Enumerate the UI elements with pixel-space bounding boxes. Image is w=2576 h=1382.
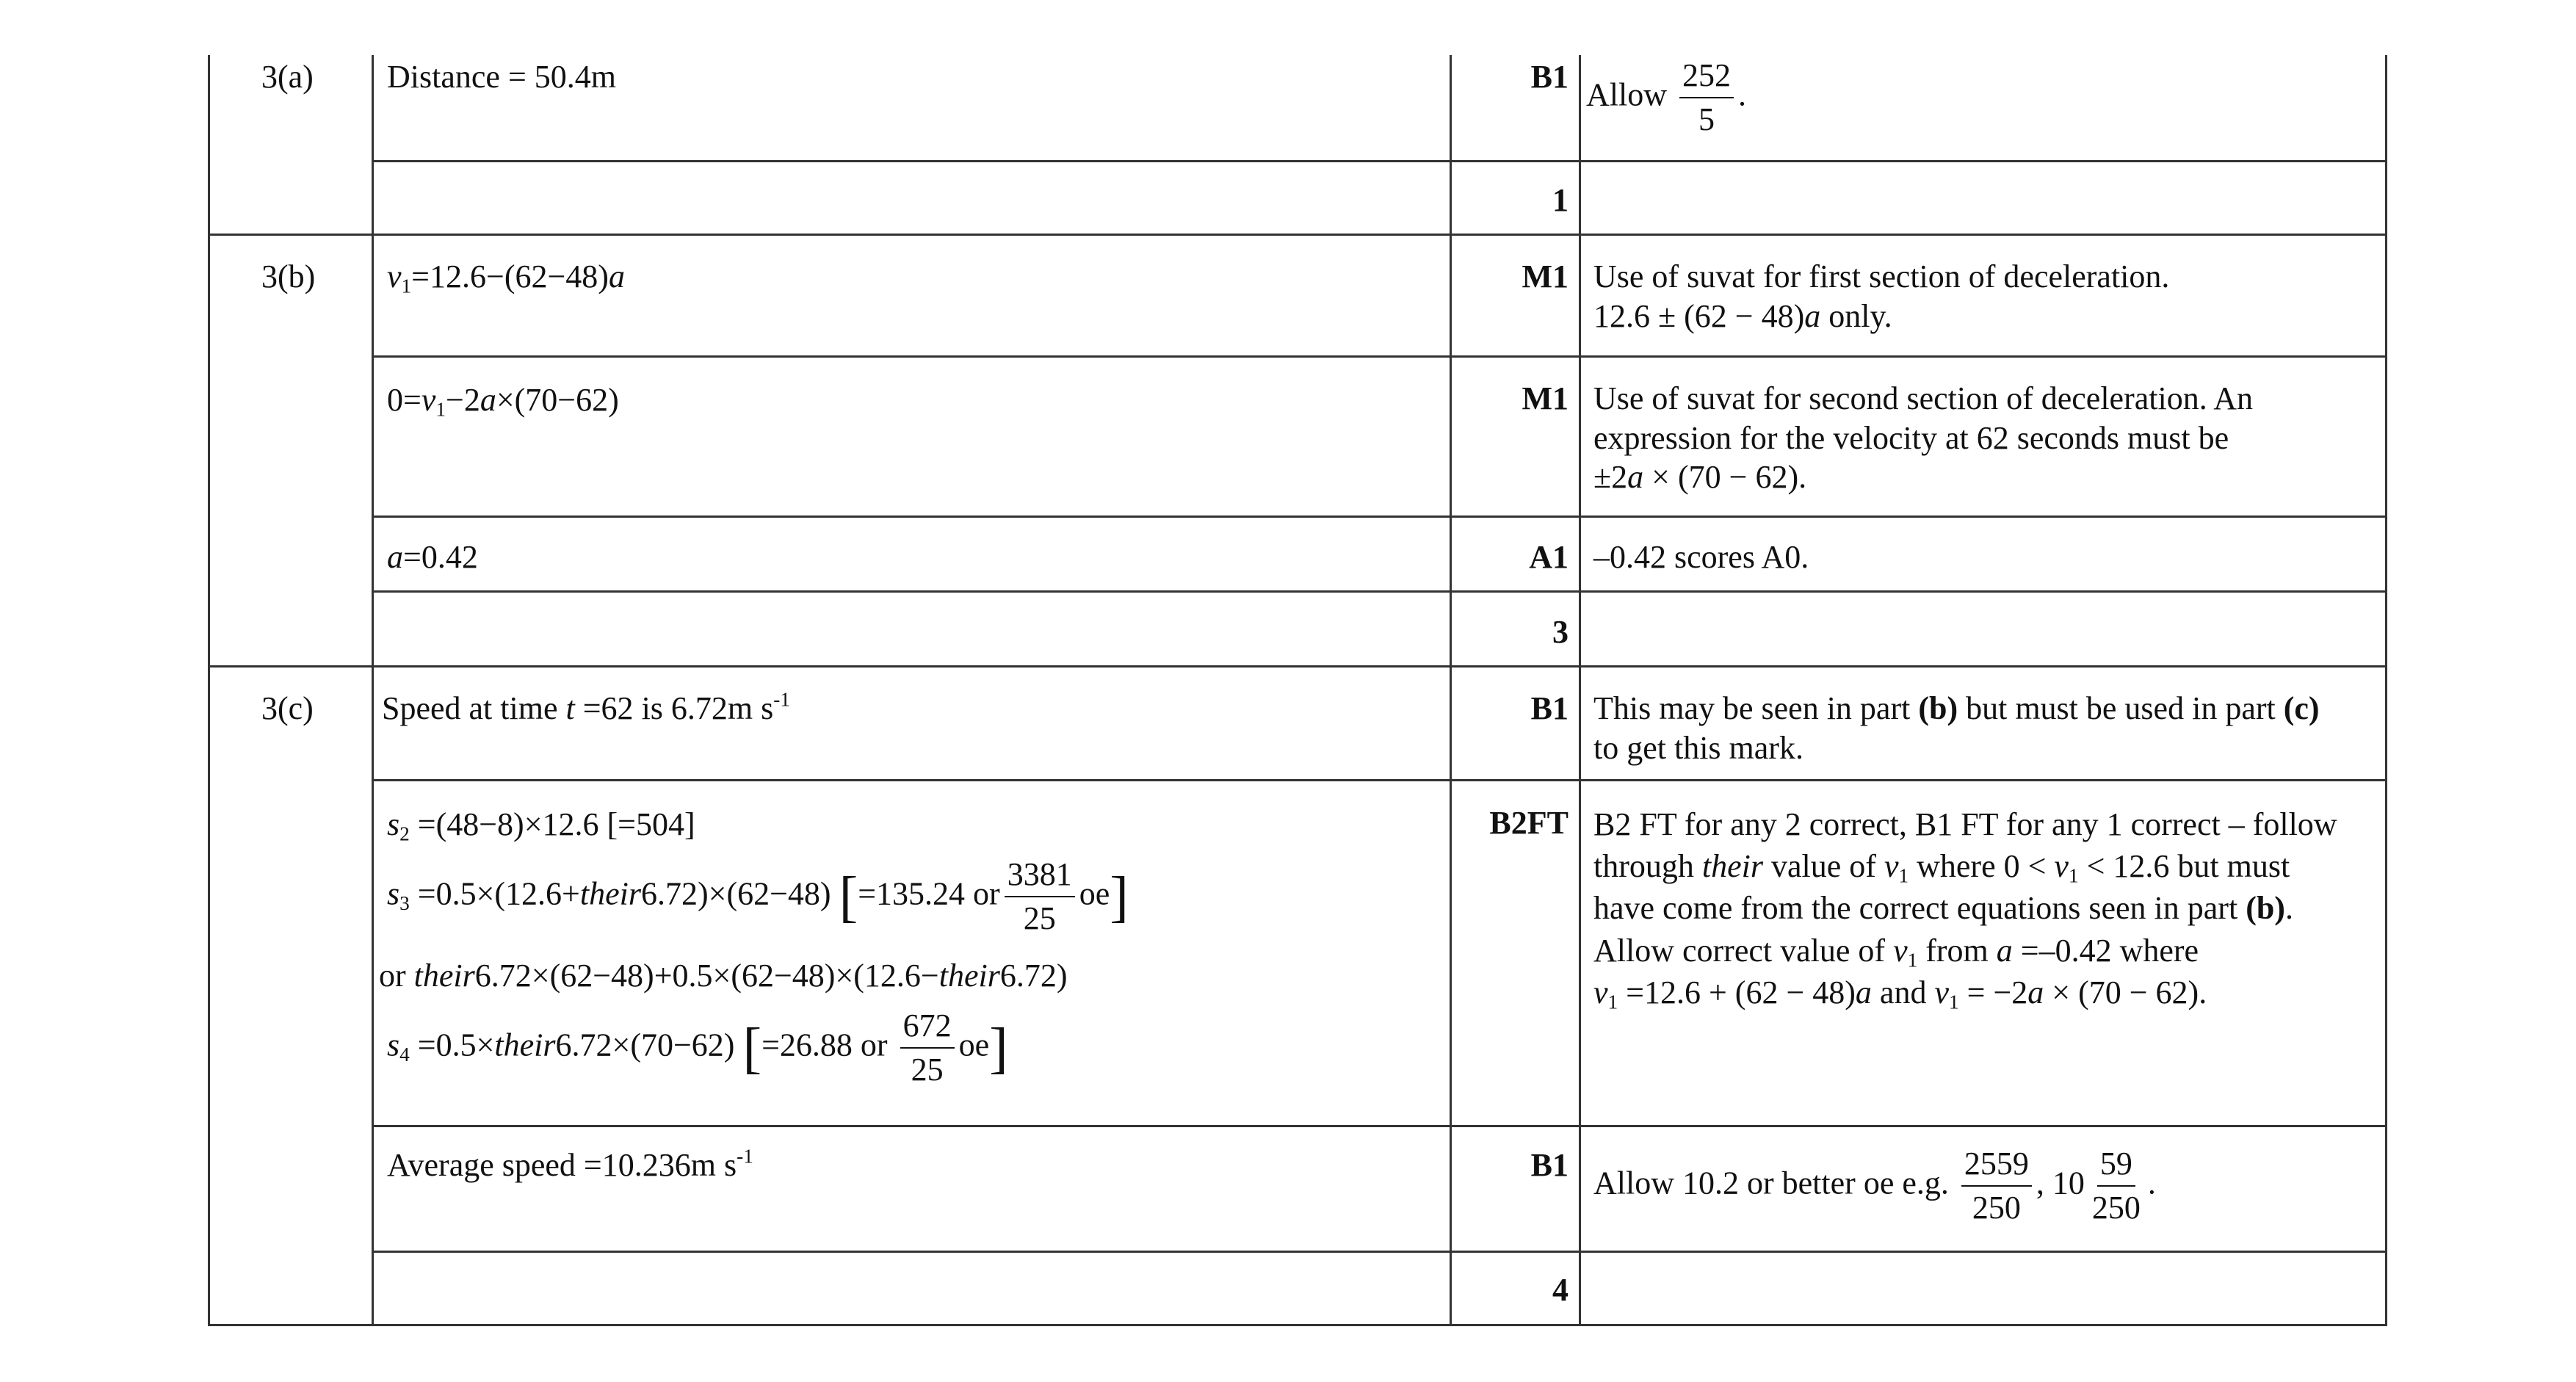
guidance-text: B2 FT for any 2 correct, B1 FT for any 1 correct – follow (1593, 806, 2337, 842)
fraction: $\frac{2559}{250}$ (1961, 1147, 2032, 1225)
guidance-cell (1586, 59, 1746, 137)
working-line: Speed at time t =62 is 6.72m $s^{-1}$ (382, 688, 790, 726)
working-line-s3: $s_3$ =0.5×(12.6+their6.72)×(62−48) [=135.24 or $\frac{3381}{25}$ oe] (387, 856, 1129, 937)
question-number: 3(a) (261, 59, 314, 95)
mark-code: B2FT (1489, 805, 1569, 841)
answer-eq: = (507, 59, 527, 95)
guidance-text: Allow correct value of $v_1$ from a =–0.42 where (1593, 932, 2199, 972)
subscript: 1 (401, 275, 412, 297)
guidance-text: expression for the velocity at 62 seconds must be (1593, 419, 2229, 456)
working-line-s2: $s_2 =(48-8)\times 12.6$ [=504] (387, 806, 695, 845)
guidance-text: ±2a × (70 − 62). (1593, 459, 1807, 496)
guidance-cell: Allow 10.2 or better oe e.g. $\frac{2559}{250}$ , 10 $\frac{59}{250}$ . (1593, 1146, 2156, 1226)
guidance-cell (1593, 257, 2169, 336)
guidance-text: Allow (1586, 76, 1667, 113)
answer-unit: m (590, 59, 616, 95)
working-line-alt: or their6.72×(62−48)+0.5×(62−48)×(12.6−their6.72) (379, 958, 1068, 994)
guidance-cell (1593, 379, 2253, 497)
guidance-text: This may be seen in part (b) but must be used in part (c) (1593, 690, 2320, 726)
var-v: v (421, 382, 436, 418)
guidance-text: –0.42 scores A0. (1593, 539, 1809, 575)
guidance-text: to get this mark. (1593, 729, 1803, 766)
mark-code: B1 (1530, 59, 1569, 95)
expr: −2 (446, 382, 480, 418)
var-v: v (387, 258, 402, 294)
working-line-s4: $s_4$ =0.5×their6.72×(70−62) [=26.88 or $\frac{672}{25}$ oe] (387, 1007, 1008, 1088)
mark-code: B1 (1530, 1147, 1569, 1183)
question-number: 3(c) (261, 690, 314, 726)
subscript: 1 (435, 398, 446, 421)
expr: × (496, 382, 515, 418)
denominator: 5 (1698, 101, 1715, 138)
punctuation: . (1738, 76, 1746, 113)
total-marks: 3 (1552, 614, 1569, 650)
total-marks: 1 (1552, 182, 1569, 218)
answer-value: 50.4 (534, 59, 591, 95)
guidance-cell (1593, 689, 2320, 767)
guidance-text: Allow 10.2 or better oe e.g. (1593, 1165, 1949, 1201)
answer-cell (387, 57, 616, 97)
mark-code: M1 (1522, 380, 1569, 416)
var-a: a (480, 382, 496, 418)
guidance-text: $v_1 =12.6 + (62 - 48)a$ and $v_1 = -2a \times (70 - 62)$. (1593, 974, 2207, 1013)
fraction (1679, 59, 1734, 137)
working-line: Average speed =10.236m $s^{-1}$ (387, 1145, 753, 1183)
fraction: $\frac{3381}{25}$ (1005, 858, 1075, 936)
working-line (387, 538, 478, 577)
var-a: a (387, 539, 403, 575)
expr: 0= (387, 382, 422, 418)
answer-label: Distance (387, 59, 500, 95)
guidance-text: through their value of $v_1$ where $0 < v_1 < 12.6$ but must (1593, 848, 2290, 887)
fraction: $\frac{672}{25}$ (900, 1009, 955, 1087)
bracket-open: [ (742, 1016, 762, 1079)
guidance-cell (1593, 803, 2337, 1013)
guidance-text: 12.6 ± (62 − 48)a only. (1593, 297, 1892, 334)
mark-code: B1 (1530, 690, 1569, 726)
guidance-text: Use of suvat for second section of deceleration. An (1593, 380, 2254, 416)
var-a: a (608, 258, 625, 294)
working-line (387, 380, 619, 420)
mark-code: M1 (1522, 258, 1569, 294)
bracket-close: ] (1110, 864, 1129, 928)
expr: (70−62) (514, 382, 619, 418)
working-line (387, 257, 625, 297)
guidance-text: have come from the correct equations seen in part (b). (1593, 890, 2293, 927)
mark-code: A1 (1529, 539, 1569, 575)
guidance-text: Use of suvat for first section of deceleration. (1593, 258, 2170, 294)
fraction: $\frac{59}{250}$ (2091, 1146, 2141, 1226)
expr: =0.42 (403, 539, 478, 575)
expr: =12.6− (411, 258, 504, 294)
bracket-open: [ (839, 864, 858, 928)
question-number: 3(b) (261, 258, 316, 294)
expr: (62−48) (504, 258, 609, 294)
numerator: 252 (1679, 59, 1734, 98)
total-marks: 4 (1552, 1272, 1569, 1308)
bracket-close: ] (989, 1016, 1008, 1079)
